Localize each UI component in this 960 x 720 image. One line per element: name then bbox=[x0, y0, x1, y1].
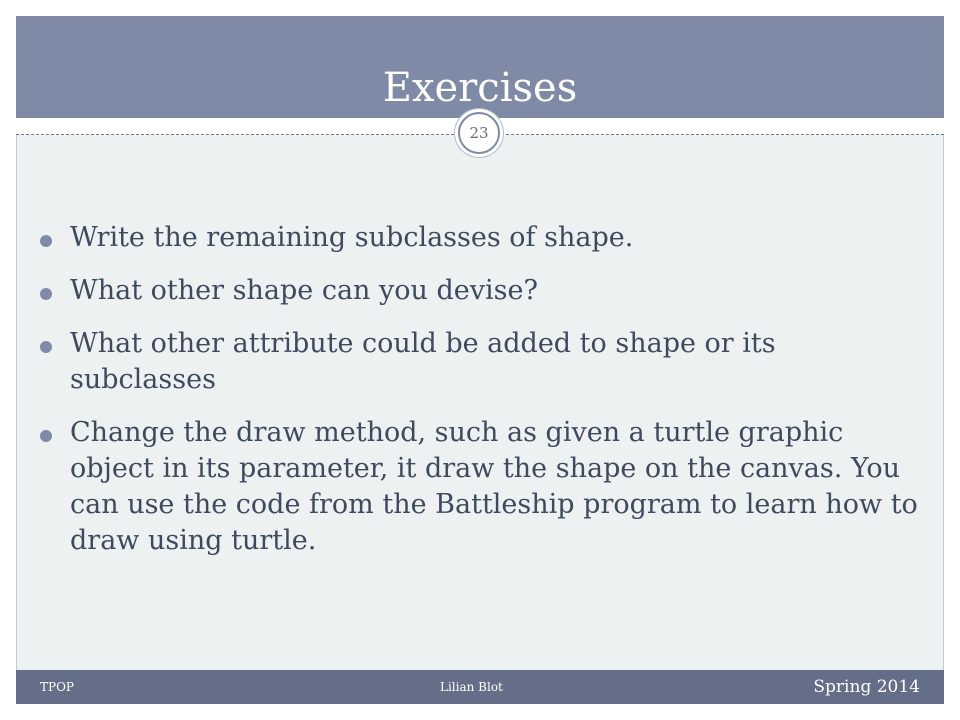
footer-bar bbox=[16, 670, 944, 704]
bullet-item: What other attribute could be added to shape or its subclasses bbox=[40, 326, 920, 398]
bullet-item: Change the draw method, such as given a turtle graphic object in its parameter, it draw the shape on the canvas. You can use the code from the Battleship program to learn how to draw using turtle. bbox=[40, 415, 920, 559]
bullet-list bbox=[40, 220, 920, 576]
bullet-item: What other shape can you devise? bbox=[40, 273, 920, 309]
footer-author: Lilian Blot bbox=[440, 680, 503, 694]
slide-title: Exercises bbox=[382, 65, 578, 111]
footer-course: TPOP bbox=[40, 680, 74, 694]
slide bbox=[16, 16, 944, 704]
footer-term: Spring 2014 bbox=[813, 677, 920, 697]
title-bar bbox=[16, 16, 944, 118]
page-number-badge bbox=[458, 112, 500, 154]
bullet-item: Write the remaining subclasses of shape. bbox=[40, 220, 920, 256]
page-number: 23 bbox=[469, 124, 489, 142]
